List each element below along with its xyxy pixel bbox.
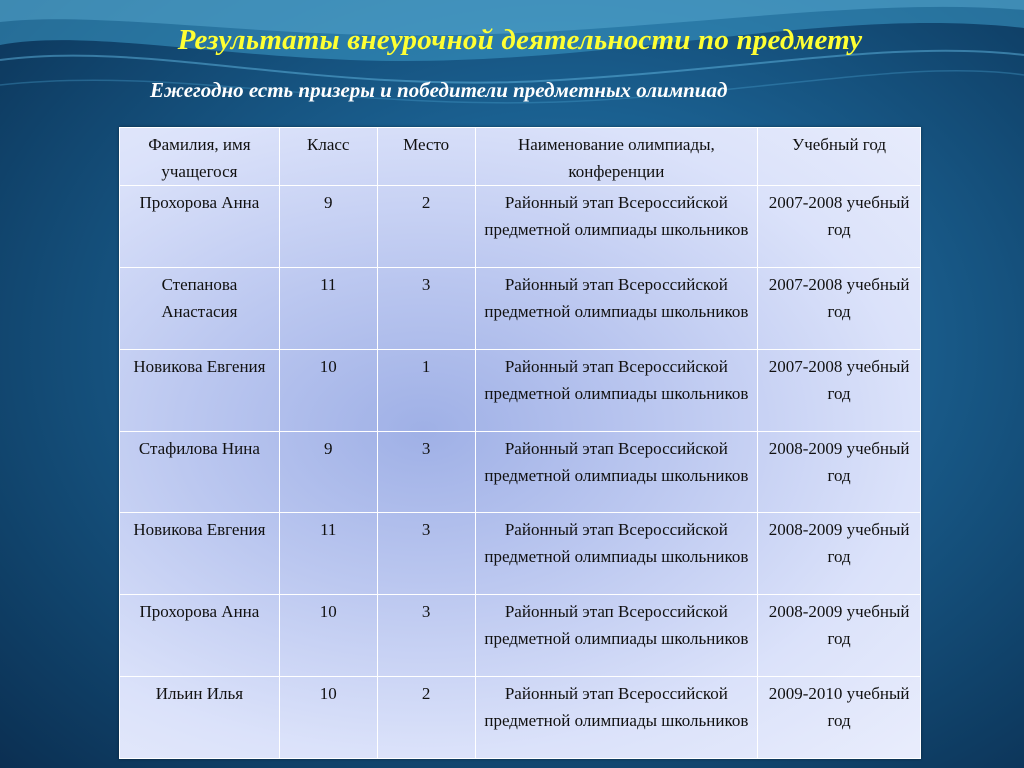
cell-place: 1 (377, 349, 475, 431)
table-row (120, 267, 921, 349)
cell-student-name: Степанова Анастасия (120, 267, 280, 349)
results-table (119, 127, 921, 759)
cell-place: 3 (377, 595, 475, 677)
cell-student-name: Прохорова Анна (120, 186, 280, 268)
cell-school-year: 2007-2008 учебный год (758, 349, 921, 431)
cell-school-year: 2008-2009 учебный год (758, 595, 921, 677)
cell-olympiad-name: Районный этап Всероссийской предметной олимпиады школьников (475, 267, 758, 349)
table-row (120, 349, 921, 431)
cell-olympiad-name: Районный этап Всероссийской предметной олимпиады школьников (475, 349, 758, 431)
cell-grade: 10 (279, 349, 377, 431)
cell-place: 3 (377, 431, 475, 513)
table-header-row (120, 128, 921, 186)
cell-student-name: Прохорова Анна (120, 595, 280, 677)
cell-school-year: 2008-2009 учебный год (758, 513, 921, 595)
cell-grade: 9 (279, 431, 377, 513)
cell-grade: 11 (279, 513, 377, 595)
cell-student-name: Новикова Евгения (120, 349, 280, 431)
cell-olympiad-name: Районный этап Всероссийской предметной олимпиады школьников (475, 677, 758, 759)
cell-school-year: 2007-2008 учебный год (758, 186, 921, 268)
cell-olympiad-name: Районный этап Всероссийской предметной олимпиады школьников (475, 595, 758, 677)
cell-school-year: 2008-2009 учебный год (758, 431, 921, 513)
results-table-container (119, 127, 921, 759)
cell-student-name: Стафилова Нина (120, 431, 280, 513)
table-row (120, 677, 921, 759)
cell-grade: 10 (279, 595, 377, 677)
cell-place: 3 (377, 513, 475, 595)
table-row (120, 513, 921, 595)
cell-olympiad-name: Районный этап Всероссийской предметной олимпиады школьников (475, 186, 758, 268)
cell-place: 2 (377, 186, 475, 268)
table-row (120, 431, 921, 513)
cell-olympiad-name: Районный этап Всероссийской предметной олимпиады школьников (475, 431, 758, 513)
header-place: Место (377, 128, 475, 186)
cell-school-year: 2009-2010 учебный год (758, 677, 921, 759)
table-row (120, 186, 921, 268)
cell-olympiad-name: Районный этап Всероссийской предметной олимпиады школьников (475, 513, 758, 595)
background-wave-decoration (0, 0, 1024, 130)
header-grade: Класс (279, 128, 377, 186)
cell-grade: 11 (279, 267, 377, 349)
cell-student-name: Ильин Илья (120, 677, 280, 759)
cell-student-name: Новикова Евгения (120, 513, 280, 595)
cell-school-year: 2007-2008 учебный год (758, 267, 921, 349)
cell-place: 3 (377, 267, 475, 349)
header-olympiad-name: Наименование олимпиады, конференции (475, 128, 758, 186)
header-student-name: Фамилия, имя учащегося (120, 128, 280, 186)
header-school-year: Учебный год (758, 128, 921, 186)
page-subtitle: Ежегодно есть призеры и победители предметных олимпиад (150, 78, 728, 102)
page-title: Результаты внеурочной деятельности по предмету (177, 24, 863, 56)
cell-place: 2 (377, 677, 475, 759)
cell-grade: 10 (279, 677, 377, 759)
cell-grade: 9 (279, 186, 377, 268)
table-row (120, 595, 921, 677)
